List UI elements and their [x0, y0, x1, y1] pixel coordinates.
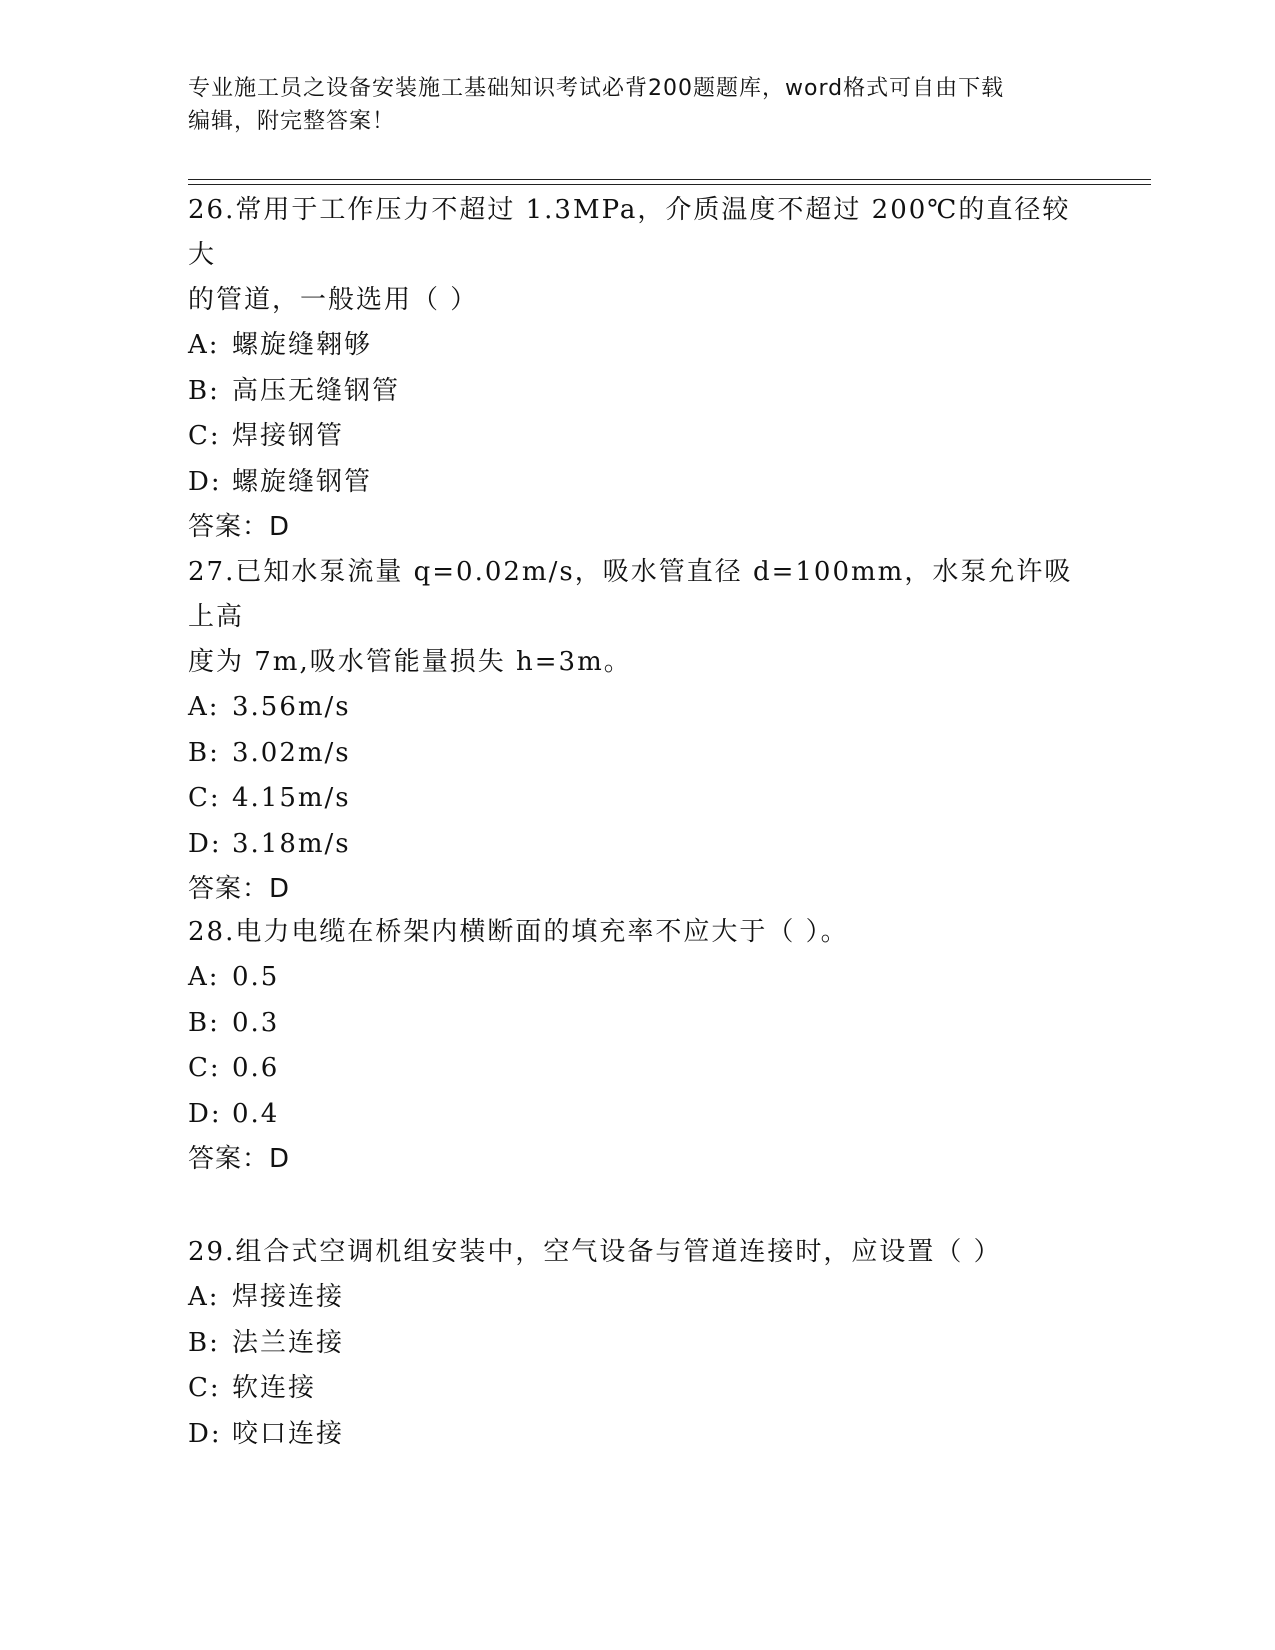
- option-a: [188, 685, 1088, 731]
- option-c: [188, 414, 1088, 460]
- option-letter: C:: [188, 783, 221, 813]
- question-stem-line: 28.电力电缆在桥架内横断面的填充率不应大于（ ）。: [188, 917, 849, 947]
- option-c: [188, 776, 1088, 822]
- option-text: 0.4: [232, 1098, 280, 1129]
- option-letter: C:: [188, 1373, 221, 1403]
- option-letter: C:: [188, 421, 221, 451]
- option-text: 4.15m/s: [232, 783, 351, 813]
- question-27: [188, 550, 1088, 912]
- option-text: 高压无缝钢管: [232, 375, 401, 406]
- question-stem-line: 的管道，一般选用（ ）: [188, 285, 479, 315]
- option-letter: A:: [188, 1282, 220, 1312]
- option-letter: B:: [188, 375, 220, 406]
- option-text: 3.02m/s: [232, 737, 351, 768]
- option-letter: D:: [188, 1418, 222, 1449]
- header-line-2: 编辑，附完整答案！: [188, 109, 396, 134]
- option-letter: A:: [188, 692, 220, 722]
- option-letter: C:: [188, 1053, 221, 1083]
- option-text: 螺旋缝钢管: [232, 466, 373, 497]
- header-divider-bottom: [188, 184, 1151, 185]
- option-d: [188, 1092, 1088, 1138]
- option-text: 3.56m/s: [232, 692, 351, 722]
- option-c: [188, 1046, 1088, 1092]
- option-text: 3.18m/s: [232, 828, 351, 859]
- question-stem-line: 度为 7m,吸水管能量损失 h=3m。: [188, 647, 632, 677]
- option-letter: B:: [188, 1007, 220, 1038]
- answer-line: 答案：D: [188, 1144, 291, 1174]
- option-text: 焊接钢管: [232, 421, 345, 451]
- option-text: 法兰连接: [232, 1327, 345, 1358]
- option-a: [188, 1275, 1088, 1321]
- question-stem-line: 26.常用于工作压力不超过 1.3MPa，介质温度不超过 200℃的直径较大: [188, 195, 1071, 270]
- option-text: 螺旋缝翱够: [232, 330, 373, 360]
- option-letter: A:: [188, 962, 220, 992]
- question-28: [188, 910, 1088, 1182]
- option-b: [188, 1001, 1088, 1047]
- option-text: 软连接: [232, 1373, 317, 1403]
- option-letter: D:: [188, 466, 222, 497]
- option-letter: A:: [188, 330, 220, 360]
- answer-line: 答案：D: [188, 874, 291, 904]
- question-stem-line: 27.已知水泵流量 q=0.02m/s，吸水管直径 d=100mm，水泵允许吸上高: [188, 557, 1073, 632]
- header-line-1: 专业施工员之设备安装施工基础知识考试必背200题题库，word格式可自由下载: [188, 76, 1005, 101]
- header-divider-top: [188, 179, 1151, 180]
- option-d: [188, 1412, 1088, 1458]
- option-letter: D:: [188, 1098, 222, 1129]
- answer-line: 答案：D: [188, 512, 291, 542]
- option-a: [188, 955, 1088, 1001]
- option-b: [188, 369, 1088, 415]
- option-letter: D:: [188, 828, 222, 859]
- option-letter: B:: [188, 1327, 220, 1358]
- question-26: [188, 188, 1088, 550]
- option-text: 焊接连接: [232, 1282, 345, 1312]
- option-text: 0.5: [232, 962, 280, 992]
- question-29: [188, 1230, 1088, 1457]
- document-header: [188, 72, 1088, 138]
- option-text: 0.6: [232, 1053, 280, 1083]
- option-b: [188, 731, 1088, 777]
- question-stem-line: 29.组合式空调机组安装中，空气设备与管道连接时，应设置（ ）: [188, 1237, 1002, 1267]
- option-d: [188, 460, 1088, 506]
- option-a: [188, 323, 1088, 369]
- option-text: 咬口连接: [232, 1418, 345, 1449]
- option-b: [188, 1321, 1088, 1367]
- option-text: 0.3: [232, 1007, 280, 1038]
- option-d: [188, 822, 1088, 868]
- option-letter: B:: [188, 737, 220, 768]
- option-c: [188, 1366, 1088, 1412]
